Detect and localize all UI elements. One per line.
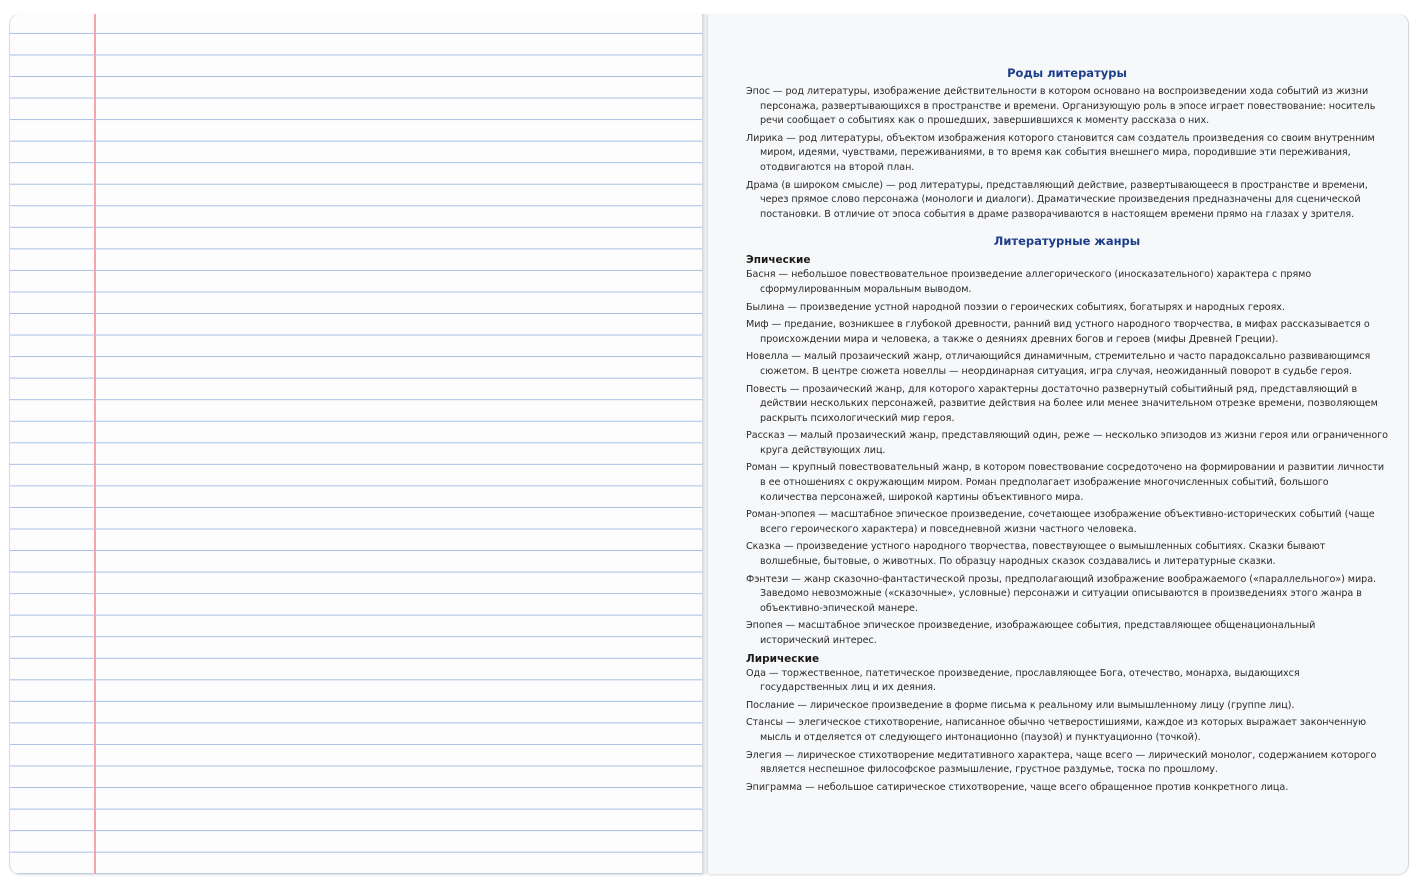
genres-list <box>746 85 1388 222</box>
entry-novella: Новелла — малый прозаический жанр, отличающийся динамичным, стремительно и часто парадоксально развивающимся сюжетом. В центре сюжета новеллы — неординарная ситуация, игра случая, неожиданный поворот в судьбе героя. <box>746 351 1371 377</box>
entry-bylina: Былина — произведение устной народной поэзии о героических событиях, богатырях и народных героях. <box>746 301 1285 313</box>
entry-roman-epopeya: Роман-эпопея — масштабное эпическое произведение, сочетающее изображение объективно-исторических событий (чаще всего героического характера) и повседневной жизни частного человека. <box>746 509 1375 535</box>
heading-literary-genres: Литературные жанры <box>993 234 1141 249</box>
subheading-epic: Эпические <box>746 254 811 267</box>
heading-genres-of-literature: Роды литературы <box>1007 66 1127 80</box>
right-reference-page <box>708 14 1408 874</box>
subheading-lyric: Лирические <box>746 652 820 665</box>
margin-line <box>94 14 96 874</box>
entry-oda: Ода — торжественное, патетическое произведение, прославляющее Бога, отечество, монарха, выдающихся государственных лиц и их деяния. <box>746 667 1300 694</box>
entry-mif: Миф — предание, возникшее в глубокой древности, ранний вид устного народного творчества, в мифах рассказывается о происхождении мира и человека, а также о деяниях древних богов и героев (мифы Древней Греции). <box>746 319 1370 345</box>
epic-list <box>746 268 1388 648</box>
entry-fentezi: Фэнтези — жанр сказочно-фантастической прозы, предполагающий изображение воображаемого («параллельного») мира. Заведомо невозможные («сказочные», условные) персонажи и ситуации описываются в произведениях этого жанра в объективно-эпической манере. <box>746 573 1377 614</box>
entry-stansy: Стансы — элегическое стихотворение, написанное обычно четверостишиями, каждое из которых выражает законченную мысль и отделяется от следующего интонационно (паузой) и пунктуационно (точкой). <box>746 717 1367 743</box>
left-ruled-page <box>10 14 705 874</box>
entry-roman: Роман — крупный повествовательный жанр, в котором повествование сосредоточено на формировании и развитии личности в ее отношениях с окружающим миром. Роман предполагает изображение многочисленных событий, большого количества персонажей, широкой картины объективного мира. <box>746 462 1385 503</box>
entry-poslanie: Послание — лирическое произведение в форме письма к реальному или вымышленному лицу (группе лиц). <box>746 699 1295 711</box>
entry-epigramma: Эпиграмма — небольшое сатирическое стихотворение, чаще всего обращенное против конкретного лица. <box>746 781 1289 793</box>
entry-lyrics: Лирика — род литературы, объектом изображения которого становится сам создатель произведения со своим внутренним миром, идеями, чувствами, переживаниями, в то время как события внешнего мира, породившие эти переживания, отодвигаются на второй план. <box>746 132 1375 173</box>
entry-epos: Эпос — род литературы, изображение действительности в котором основано на воспроизведении хода событий из жизни персонажа, развертывающихся в пространстве и времени. Организующую роль в эпосе играет повествование: носитель речи сообщает о событиях как о прошедших, завершившихся к моменту рассказа о них. <box>746 86 1376 127</box>
entry-skazka: Сказка — произведение устного народного творчества, повествующее о вымышленных событиях. Сказки бывают волшебные, бытовые, о животных. По образцу народных сказок создавались и литературные сказки. <box>746 541 1326 568</box>
entry-epopeya: Эпопея — масштабное эпическое произведение, изображающее события, представляющее общенациональный исторический интерес. <box>746 620 1316 646</box>
entry-elegiya: Элегия — лирическое стихотворение медитативного характера, чаще всего — лирический монолог, содержанием которого является неспешное философское размышление, грустное раздумье, тоска по прошлому. <box>746 749 1377 776</box>
ruled-lines <box>10 14 705 874</box>
entry-rasskaz: Рассказ — малый прозаический жанр, представляющий один, реже — несколько эпизодов из жизни героя или ограниченного круга действующих лиц. <box>746 430 1388 456</box>
entry-povest: Повесть — прозаический жанр, для которого характерны достаточно развернутый событийный ряд, представляющий в действии нескольких персонажей, развитие действия на более или менее значительном отрезке времени, позволяющем раскрыть психологический мир героя. <box>746 383 1378 424</box>
lyric-list <box>746 667 1388 796</box>
entry-basnya: Басня — небольшое повествовательное произведение аллегорического (иносказательного) характера с прямо сформулированным моральным выводом. <box>746 269 1312 295</box>
entry-drama: Драма (в широком смысле) — род литературы, представляющий действие, развертывающееся в пространстве и времени, через прямое слово персонажа (монологи и диалоги). Драматические произведения предназначены для сценической постановки. В отличие от эпоса события в драме разворачиваются в настоящем времени прямо на глазах у зрителя. <box>746 179 1368 220</box>
